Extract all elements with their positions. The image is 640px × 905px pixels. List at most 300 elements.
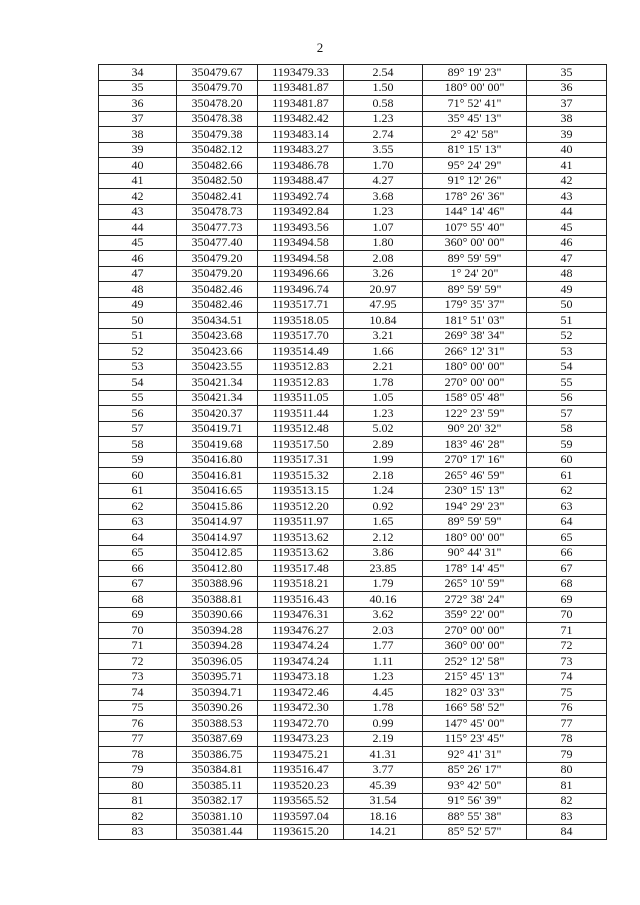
cell-point-number: 55 [99, 390, 177, 406]
table-row [99, 809, 607, 825]
cell-distance: 1.23 [344, 204, 423, 220]
cell-distance: 2.54 [344, 65, 423, 81]
cell-point-number: 63 [99, 514, 177, 530]
cell-next-point-number: 50 [527, 297, 607, 313]
cell-y-coordinate: 1193513.62 [258, 545, 344, 561]
cell-distance: 1.99 [344, 452, 423, 468]
cell-x-coordinate: 350479.20 [177, 251, 258, 267]
cell-point-number: 53 [99, 359, 177, 375]
cell-direction-angle: 107° 55' 40" [423, 220, 527, 236]
cell-y-coordinate: 1193516.47 [258, 762, 344, 778]
table-row [99, 375, 607, 391]
cell-distance: 4.45 [344, 685, 423, 701]
cell-next-point-number: 51 [527, 313, 607, 329]
cell-x-coordinate: 350478.38 [177, 111, 258, 127]
cell-point-number: 64 [99, 530, 177, 546]
cell-x-coordinate: 350416.65 [177, 483, 258, 499]
cell-x-coordinate: 350479.38 [177, 127, 258, 143]
table-row [99, 452, 607, 468]
cell-direction-angle: 89° 59' 59" [423, 514, 527, 530]
cell-point-number: 58 [99, 437, 177, 453]
cell-point-number: 59 [99, 452, 177, 468]
page-number: 2 [316, 40, 324, 55]
cell-direction-angle: 360° 00' 00" [423, 235, 527, 251]
cell-point-number: 49 [99, 297, 177, 313]
cell-direction-angle: 71° 52' 41" [423, 96, 527, 112]
table-row [99, 669, 607, 685]
cell-next-point-number: 53 [527, 344, 607, 360]
cell-next-point-number: 49 [527, 282, 607, 298]
table-row [99, 638, 607, 654]
cell-y-coordinate: 1193512.83 [258, 375, 344, 391]
cell-distance: 3.21 [344, 328, 423, 344]
cell-next-point-number: 82 [527, 793, 607, 809]
cell-y-coordinate: 1193492.74 [258, 189, 344, 205]
cell-distance: 3.55 [344, 142, 423, 158]
table-row [99, 437, 607, 453]
cell-direction-angle: 95° 24' 29" [423, 158, 527, 174]
cell-y-coordinate: 1193473.23 [258, 731, 344, 747]
cell-next-point-number: 83 [527, 809, 607, 825]
cell-next-point-number: 44 [527, 204, 607, 220]
cell-x-coordinate: 350382.17 [177, 793, 258, 809]
cell-direction-angle: 269° 38' 34" [423, 328, 527, 344]
table-row [99, 359, 607, 375]
table-row [99, 483, 607, 499]
cell-direction-angle: 88° 55' 38" [423, 809, 527, 825]
cell-x-coordinate: 350416.80 [177, 452, 258, 468]
cell-next-point-number: 64 [527, 514, 607, 530]
cell-next-point-number: 74 [527, 669, 607, 685]
table-row [99, 793, 607, 809]
cell-direction-angle: 180° 00' 00" [423, 359, 527, 375]
cell-point-number: 83 [99, 824, 177, 840]
cell-next-point-number: 48 [527, 266, 607, 282]
cell-distance: 5.02 [344, 421, 423, 437]
cell-y-coordinate: 1193511.05 [258, 390, 344, 406]
cell-x-coordinate: 350482.46 [177, 282, 258, 298]
cell-x-coordinate: 350482.12 [177, 142, 258, 158]
cell-y-coordinate: 1193517.31 [258, 452, 344, 468]
cell-point-number: 39 [99, 142, 177, 158]
cell-next-point-number: 65 [527, 530, 607, 546]
cell-direction-angle: 115° 23' 45" [423, 731, 527, 747]
cell-y-coordinate: 1193520.23 [258, 778, 344, 794]
cell-direction-angle: 166° 58' 52" [423, 700, 527, 716]
cell-distance: 10.84 [344, 313, 423, 329]
table-row [99, 468, 607, 484]
cell-point-number: 72 [99, 654, 177, 670]
cell-x-coordinate: 350384.81 [177, 762, 258, 778]
cell-y-coordinate: 1193513.62 [258, 530, 344, 546]
cell-next-point-number: 79 [527, 747, 607, 763]
cell-direction-angle: 270° 00' 00" [423, 623, 527, 639]
table-row [99, 235, 607, 251]
cell-y-coordinate: 1193565.52 [258, 793, 344, 809]
cell-y-coordinate: 1193512.20 [258, 499, 344, 515]
cell-x-coordinate: 350421.34 [177, 390, 258, 406]
cell-next-point-number: 72 [527, 638, 607, 654]
cell-distance: 1.70 [344, 158, 423, 174]
cell-direction-angle: 230° 15' 13" [423, 483, 527, 499]
cell-x-coordinate: 350394.28 [177, 638, 258, 654]
cell-point-number: 82 [99, 809, 177, 825]
cell-direction-angle: 85° 26' 17" [423, 762, 527, 778]
cell-distance: 2.18 [344, 468, 423, 484]
cell-next-point-number: 81 [527, 778, 607, 794]
table-row [99, 530, 607, 546]
cell-next-point-number: 73 [527, 654, 607, 670]
cell-distance: 3.86 [344, 545, 423, 561]
cell-direction-angle: 90° 44' 31" [423, 545, 527, 561]
cell-x-coordinate: 350434.51 [177, 313, 258, 329]
cell-next-point-number: 59 [527, 437, 607, 453]
cell-y-coordinate: 1193473.18 [258, 669, 344, 685]
cell-next-point-number: 58 [527, 421, 607, 437]
cell-next-point-number: 67 [527, 561, 607, 577]
cell-point-number: 70 [99, 623, 177, 639]
cell-x-coordinate: 350419.71 [177, 421, 258, 437]
cell-distance: 14.21 [344, 824, 423, 840]
cell-distance: 2.08 [344, 251, 423, 267]
cell-point-number: 45 [99, 235, 177, 251]
table-row [99, 607, 607, 623]
table-row [99, 623, 607, 639]
cell-distance: 0.58 [344, 96, 423, 112]
cell-next-point-number: 63 [527, 499, 607, 515]
cell-x-coordinate: 350482.46 [177, 297, 258, 313]
cell-x-coordinate: 350477.73 [177, 220, 258, 236]
cell-point-number: 66 [99, 561, 177, 577]
cell-distance: 1.07 [344, 220, 423, 236]
cell-next-point-number: 75 [527, 685, 607, 701]
table-row [99, 189, 607, 205]
cell-y-coordinate: 1193488.47 [258, 173, 344, 189]
cell-y-coordinate: 1193512.83 [258, 359, 344, 375]
cell-x-coordinate: 350478.73 [177, 204, 258, 220]
cell-x-coordinate: 350415.86 [177, 499, 258, 515]
cell-y-coordinate: 1193486.78 [258, 158, 344, 174]
cell-x-coordinate: 350420.37 [177, 406, 258, 422]
cell-x-coordinate: 350390.26 [177, 700, 258, 716]
cell-point-number: 37 [99, 111, 177, 127]
cell-point-number: 68 [99, 592, 177, 608]
cell-distance: 47.95 [344, 297, 423, 313]
cell-y-coordinate: 1193475.21 [258, 747, 344, 763]
cell-next-point-number: 57 [527, 406, 607, 422]
table-row [99, 127, 607, 143]
cell-next-point-number: 55 [527, 375, 607, 391]
cell-y-coordinate: 1193479.33 [258, 65, 344, 81]
coordinates-table [98, 64, 607, 840]
cell-point-number: 81 [99, 793, 177, 809]
cell-next-point-number: 37 [527, 96, 607, 112]
table-row [99, 282, 607, 298]
cell-next-point-number: 46 [527, 235, 607, 251]
cell-distance: 20.97 [344, 282, 423, 298]
cell-next-point-number: 80 [527, 762, 607, 778]
table-body [99, 65, 607, 840]
cell-distance: 40.16 [344, 592, 423, 608]
cell-distance: 3.62 [344, 607, 423, 623]
cell-x-coordinate: 350395.71 [177, 669, 258, 685]
cell-distance: 1.80 [344, 235, 423, 251]
cell-y-coordinate: 1193483.27 [258, 142, 344, 158]
cell-distance: 0.92 [344, 499, 423, 515]
cell-next-point-number: 69 [527, 592, 607, 608]
table-row [99, 406, 607, 422]
cell-distance: 2.12 [344, 530, 423, 546]
cell-point-number: 62 [99, 499, 177, 515]
cell-x-coordinate: 350388.53 [177, 716, 258, 732]
cell-point-number: 36 [99, 96, 177, 112]
table-row [99, 731, 607, 747]
cell-direction-angle: 181° 51' 03" [423, 313, 527, 329]
cell-distance: 1.05 [344, 390, 423, 406]
cell-point-number: 48 [99, 282, 177, 298]
cell-x-coordinate: 350423.66 [177, 344, 258, 360]
cell-x-coordinate: 350412.85 [177, 545, 258, 561]
cell-distance: 41.31 [344, 747, 423, 763]
cell-direction-angle: 2° 42' 58" [423, 127, 527, 143]
cell-direction-angle: 266° 12' 31" [423, 344, 527, 360]
cell-distance: 2.21 [344, 359, 423, 375]
cell-distance: 18.16 [344, 809, 423, 825]
cell-point-number: 54 [99, 375, 177, 391]
cell-distance: 1.11 [344, 654, 423, 670]
table-row [99, 499, 607, 515]
cell-direction-angle: 182° 03' 33" [423, 685, 527, 701]
cell-distance: 23.85 [344, 561, 423, 577]
cell-next-point-number: 70 [527, 607, 607, 623]
cell-x-coordinate: 350482.66 [177, 158, 258, 174]
cell-x-coordinate: 350394.28 [177, 623, 258, 639]
cell-distance: 31.54 [344, 793, 423, 809]
cell-y-coordinate: 1193482.42 [258, 111, 344, 127]
cell-y-coordinate: 1193481.87 [258, 80, 344, 96]
table-row [99, 111, 607, 127]
cell-x-coordinate: 350388.81 [177, 592, 258, 608]
cell-next-point-number: 52 [527, 328, 607, 344]
cell-y-coordinate: 1193494.58 [258, 251, 344, 267]
table-row [99, 778, 607, 794]
table-row [99, 592, 607, 608]
cell-direction-angle: 215° 45' 13" [423, 669, 527, 685]
cell-distance: 1.78 [344, 375, 423, 391]
cell-next-point-number: 45 [527, 220, 607, 236]
cell-next-point-number: 36 [527, 80, 607, 96]
cell-direction-angle: 122° 23' 59" [423, 406, 527, 422]
cell-direction-angle: 178° 14' 45" [423, 561, 527, 577]
table-row [99, 65, 607, 81]
cell-y-coordinate: 1193472.30 [258, 700, 344, 716]
cell-y-coordinate: 1193472.70 [258, 716, 344, 732]
cell-point-number: 47 [99, 266, 177, 282]
cell-direction-angle: 91° 12' 26" [423, 173, 527, 189]
cell-x-coordinate: 350482.50 [177, 173, 258, 189]
cell-y-coordinate: 1193517.71 [258, 297, 344, 313]
cell-point-number: 43 [99, 204, 177, 220]
cell-point-number: 38 [99, 127, 177, 143]
cell-point-number: 61 [99, 483, 177, 499]
cell-direction-angle: 360° 00' 00" [423, 638, 527, 654]
cell-direction-angle: 81° 15' 13" [423, 142, 527, 158]
cell-point-number: 52 [99, 344, 177, 360]
table-row [99, 251, 607, 267]
cell-direction-angle: 93° 42' 50" [423, 778, 527, 794]
cell-direction-angle: 179° 35' 37" [423, 297, 527, 313]
cell-y-coordinate: 1193615.20 [258, 824, 344, 840]
cell-y-coordinate: 1193496.74 [258, 282, 344, 298]
table-row [99, 514, 607, 530]
cell-y-coordinate: 1193476.31 [258, 607, 344, 623]
cell-distance: 1.23 [344, 669, 423, 685]
cell-direction-angle: 359° 22' 00" [423, 607, 527, 623]
cell-distance: 1.65 [344, 514, 423, 530]
cell-point-number: 77 [99, 731, 177, 747]
cell-x-coordinate: 350388.96 [177, 576, 258, 592]
cell-distance: 1.79 [344, 576, 423, 592]
cell-point-number: 57 [99, 421, 177, 437]
table-row [99, 390, 607, 406]
cell-point-number: 35 [99, 80, 177, 96]
cell-y-coordinate: 1193514.49 [258, 344, 344, 360]
table-row [99, 80, 607, 96]
cell-x-coordinate: 350412.80 [177, 561, 258, 577]
cell-next-point-number: 84 [527, 824, 607, 840]
cell-y-coordinate: 1193496.66 [258, 266, 344, 282]
cell-direction-angle: 270° 00' 00" [423, 375, 527, 391]
cell-distance: 1.50 [344, 80, 423, 96]
table-row [99, 96, 607, 112]
cell-x-coordinate: 350482.41 [177, 189, 258, 205]
cell-x-coordinate: 350479.70 [177, 80, 258, 96]
cell-y-coordinate: 1193494.58 [258, 235, 344, 251]
cell-y-coordinate: 1193512.48 [258, 421, 344, 437]
cell-next-point-number: 78 [527, 731, 607, 747]
cell-direction-angle: 91° 56' 39" [423, 793, 527, 809]
cell-y-coordinate: 1193492.84 [258, 204, 344, 220]
table-row [99, 328, 607, 344]
cell-y-coordinate: 1193474.24 [258, 654, 344, 670]
cell-direction-angle: 265° 10' 59" [423, 576, 527, 592]
cell-direction-angle: 85° 52' 57" [423, 824, 527, 840]
cell-distance: 1.23 [344, 406, 423, 422]
cell-y-coordinate: 1193511.97 [258, 514, 344, 530]
table-row [99, 220, 607, 236]
cell-direction-angle: 1° 24' 20" [423, 266, 527, 282]
cell-x-coordinate: 350414.97 [177, 514, 258, 530]
cell-point-number: 40 [99, 158, 177, 174]
table-row [99, 576, 607, 592]
cell-distance: 4.27 [344, 173, 423, 189]
cell-x-coordinate: 350479.20 [177, 266, 258, 282]
cell-x-coordinate: 350423.68 [177, 328, 258, 344]
table-row [99, 344, 607, 360]
cell-next-point-number: 66 [527, 545, 607, 561]
cell-distance: 1.24 [344, 483, 423, 499]
table-row [99, 654, 607, 670]
cell-next-point-number: 41 [527, 158, 607, 174]
cell-y-coordinate: 1193517.50 [258, 437, 344, 453]
cell-x-coordinate: 350386.75 [177, 747, 258, 763]
cell-distance: 2.19 [344, 731, 423, 747]
cell-x-coordinate: 350396.05 [177, 654, 258, 670]
cell-y-coordinate: 1193483.14 [258, 127, 344, 143]
cell-next-point-number: 40 [527, 142, 607, 158]
cell-y-coordinate: 1193476.27 [258, 623, 344, 639]
table-row [99, 173, 607, 189]
cell-point-number: 56 [99, 406, 177, 422]
cell-next-point-number: 47 [527, 251, 607, 267]
cell-direction-angle: 92° 41' 31" [423, 747, 527, 763]
cell-point-number: 41 [99, 173, 177, 189]
cell-x-coordinate: 350394.71 [177, 685, 258, 701]
cell-y-coordinate: 1193516.43 [258, 592, 344, 608]
cell-y-coordinate: 1193513.15 [258, 483, 344, 499]
cell-y-coordinate: 1193518.21 [258, 576, 344, 592]
cell-point-number: 42 [99, 189, 177, 205]
cell-point-number: 78 [99, 747, 177, 763]
cell-x-coordinate: 350390.66 [177, 607, 258, 623]
cell-direction-angle: 252° 12' 58" [423, 654, 527, 670]
cell-direction-angle: 183° 46' 28" [423, 437, 527, 453]
cell-direction-angle: 89° 59' 59" [423, 251, 527, 267]
cell-next-point-number: 68 [527, 576, 607, 592]
cell-point-number: 79 [99, 762, 177, 778]
cell-y-coordinate: 1193474.24 [258, 638, 344, 654]
table-row [99, 824, 607, 840]
cell-next-point-number: 61 [527, 468, 607, 484]
cell-next-point-number: 76 [527, 700, 607, 716]
cell-direction-angle: 194° 29' 23" [423, 499, 527, 515]
table-row [99, 297, 607, 313]
cell-x-coordinate: 350478.20 [177, 96, 258, 112]
cell-next-point-number: 77 [527, 716, 607, 732]
cell-distance: 1.23 [344, 111, 423, 127]
cell-x-coordinate: 350479.67 [177, 65, 258, 81]
cell-next-point-number: 38 [527, 111, 607, 127]
cell-direction-angle: 270° 17' 16" [423, 452, 527, 468]
cell-next-point-number: 56 [527, 390, 607, 406]
cell-next-point-number: 42 [527, 173, 607, 189]
cell-point-number: 73 [99, 669, 177, 685]
cell-y-coordinate: 1193472.46 [258, 685, 344, 701]
cell-distance: 1.77 [344, 638, 423, 654]
cell-point-number: 46 [99, 251, 177, 267]
cell-point-number: 71 [99, 638, 177, 654]
table-row [99, 204, 607, 220]
cell-point-number: 76 [99, 716, 177, 732]
cell-point-number: 75 [99, 700, 177, 716]
cell-point-number: 50 [99, 313, 177, 329]
cell-distance: 2.03 [344, 623, 423, 639]
cell-y-coordinate: 1193511.44 [258, 406, 344, 422]
cell-next-point-number: 71 [527, 623, 607, 639]
cell-point-number: 80 [99, 778, 177, 794]
cell-x-coordinate: 350381.10 [177, 809, 258, 825]
cell-point-number: 65 [99, 545, 177, 561]
table-row [99, 142, 607, 158]
cell-direction-angle: 180° 00' 00" [423, 530, 527, 546]
table-row [99, 266, 607, 282]
cell-direction-angle: 272° 38' 24" [423, 592, 527, 608]
cell-next-point-number: 62 [527, 483, 607, 499]
table-row [99, 716, 607, 732]
cell-point-number: 69 [99, 607, 177, 623]
cell-direction-angle: 265° 46' 59" [423, 468, 527, 484]
cell-x-coordinate: 350414.97 [177, 530, 258, 546]
